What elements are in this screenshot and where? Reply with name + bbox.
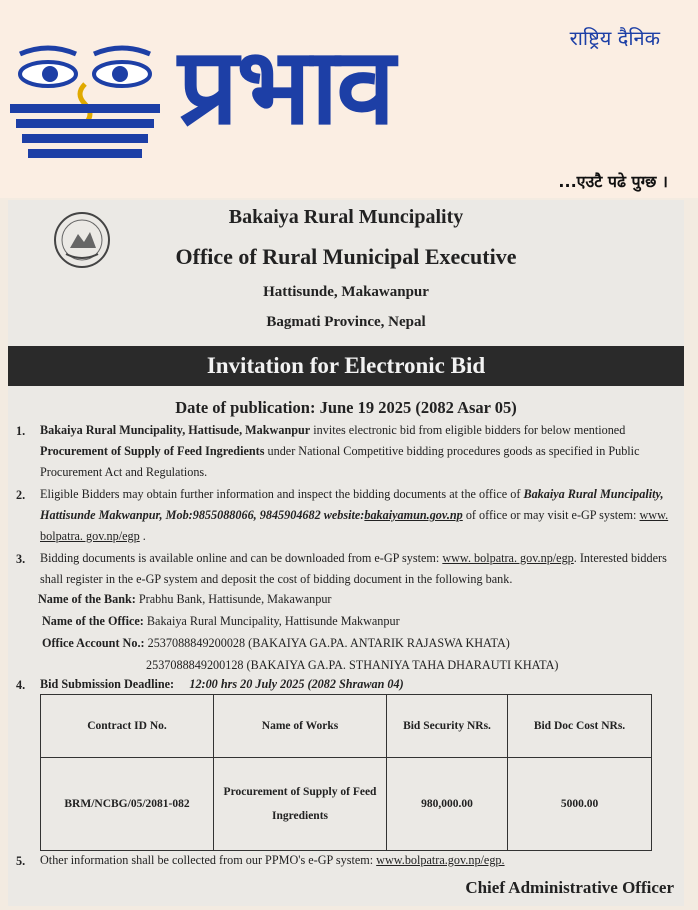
office-contact: Bakaiya Rural Muncipality, Hattisunde Makwanpur, Mob:9855088066, 9845904682 website: — [40, 487, 664, 522]
table-header-row — [41, 695, 652, 758]
office-name: Office of Rural Municipal Executive — [175, 244, 517, 269]
item-text: invites electronic bid from eligible bidders for below mentioned — [310, 423, 626, 437]
procurement-title: Procurement of Supply of Feed Ingredients — [40, 444, 265, 458]
item-number: 4. — [16, 678, 26, 692]
item-number: 2. — [16, 488, 26, 502]
contract-id-cell: BRM/NCBG/05/2081-082 — [41, 758, 214, 851]
item-text: Bidding documents is available online and can be downloaded from e-GP system: — [40, 551, 443, 565]
masthead — [0, 0, 698, 198]
notice-item-1 — [40, 420, 680, 483]
item-number: 1. — [16, 424, 26, 438]
item-text: Other information shall be collected from our PPMO's e-GP system: — [40, 853, 377, 867]
notice-item-4 — [40, 674, 680, 695]
deadline-value: 12:00 hrs 20 July 2025 (2082 Shrawan 04) — [189, 677, 404, 691]
address-line-1: Hattisunde, Makawanpur — [263, 284, 429, 300]
masthead-sub-label: राष्ट्रिय दैनिक — [569, 26, 660, 50]
signature-title: Chief Administrative Officer — [465, 878, 674, 897]
newspaper-title: प्रभाव — [178, 25, 394, 148]
account-value: 2537088849200028 (BAKAIYA GA.PA. ANTARIK RAJASWA KHATA) — [147, 636, 510, 650]
item-text: . Interested bidders shall register in the e-GP system and deposit the cost of bidding document in the following bank. — [40, 551, 667, 586]
bid-security-cell: 980,000.00 — [387, 758, 508, 851]
publication-date: Date of publication: June 19 2025 (2082 Asar 05) — [175, 398, 517, 417]
egp-link[interactable]: www. bolpatra. gov.np/egp — [40, 508, 669, 543]
notice-banner-title: Invitation for Electronic Bid — [8, 346, 684, 386]
column-header: Contract ID No. — [41, 695, 214, 758]
table-row — [41, 758, 652, 851]
notice-item-5 — [40, 850, 680, 871]
bid-table — [40, 694, 652, 851]
work-name-cell: Procurement of Supply of Feed Ingredients — [214, 758, 387, 851]
address-line-2: Bagmati Province, Nepal — [266, 314, 426, 330]
item-text: of office or may visit e-GP system: — [462, 508, 640, 522]
bid-notice — [8, 200, 684, 906]
account-row-2 — [146, 658, 558, 673]
bank-value: Prabhu Bank, Hattisunde, Makawanpur — [138, 592, 332, 606]
bid-doc-cost-cell: 5000.00 — [508, 758, 652, 851]
office-label: Name of the Office: — [42, 614, 144, 628]
egp-link[interactable]: www.bolpatra.gov.np/egp. — [376, 853, 505, 867]
website-link[interactable]: bakaiyamun.gov.np — [364, 508, 463, 522]
buddha-eyes-logo — [10, 44, 160, 164]
issuer-name: Bakaiya Rural Muncipality, Hattisude, Makwanpur — [40, 423, 311, 437]
item-number: 3. — [16, 552, 26, 566]
item-text: under National Competitive bidding procedures goods as specified in Public Procurement Act and Regulations. — [40, 444, 640, 479]
notice-item-3 — [40, 548, 680, 590]
column-header: Bid Security NRs. — [387, 695, 508, 758]
item-text: Eligible Bidders may obtain further information and inspect the bidding documents at the office of — [40, 487, 524, 501]
deadline-label: Bid Submission Deadline: — [40, 677, 175, 691]
account-value: 2537088849200128 (BAKAIYA GA.PA. STHANIYA TAHA DHARAUTI KHATA) — [146, 658, 559, 672]
bank-label: Name of the Bank: — [38, 592, 136, 606]
office-row — [42, 614, 400, 629]
account-row — [42, 636, 510, 651]
item-number: 5. — [16, 854, 26, 868]
egp-link[interactable]: www. bolpatra. gov.np/egp — [442, 551, 574, 565]
account-label: Office Account No.: — [42, 636, 145, 650]
masthead-tagline: ...एउटै पढे पुग्छ । — [558, 172, 668, 191]
org-name: Bakaiya Rural Muncipality — [228, 206, 464, 228]
notice-item-2 — [40, 484, 680, 547]
column-header: Bid Doc Cost NRs. — [508, 695, 652, 758]
item-text: . — [139, 529, 146, 543]
column-header: Name of Works — [214, 695, 387, 758]
bank-row — [38, 592, 331, 607]
office-value: Bakaiya Rural Muncipality, Hattisunde Makwanpur — [146, 614, 400, 628]
